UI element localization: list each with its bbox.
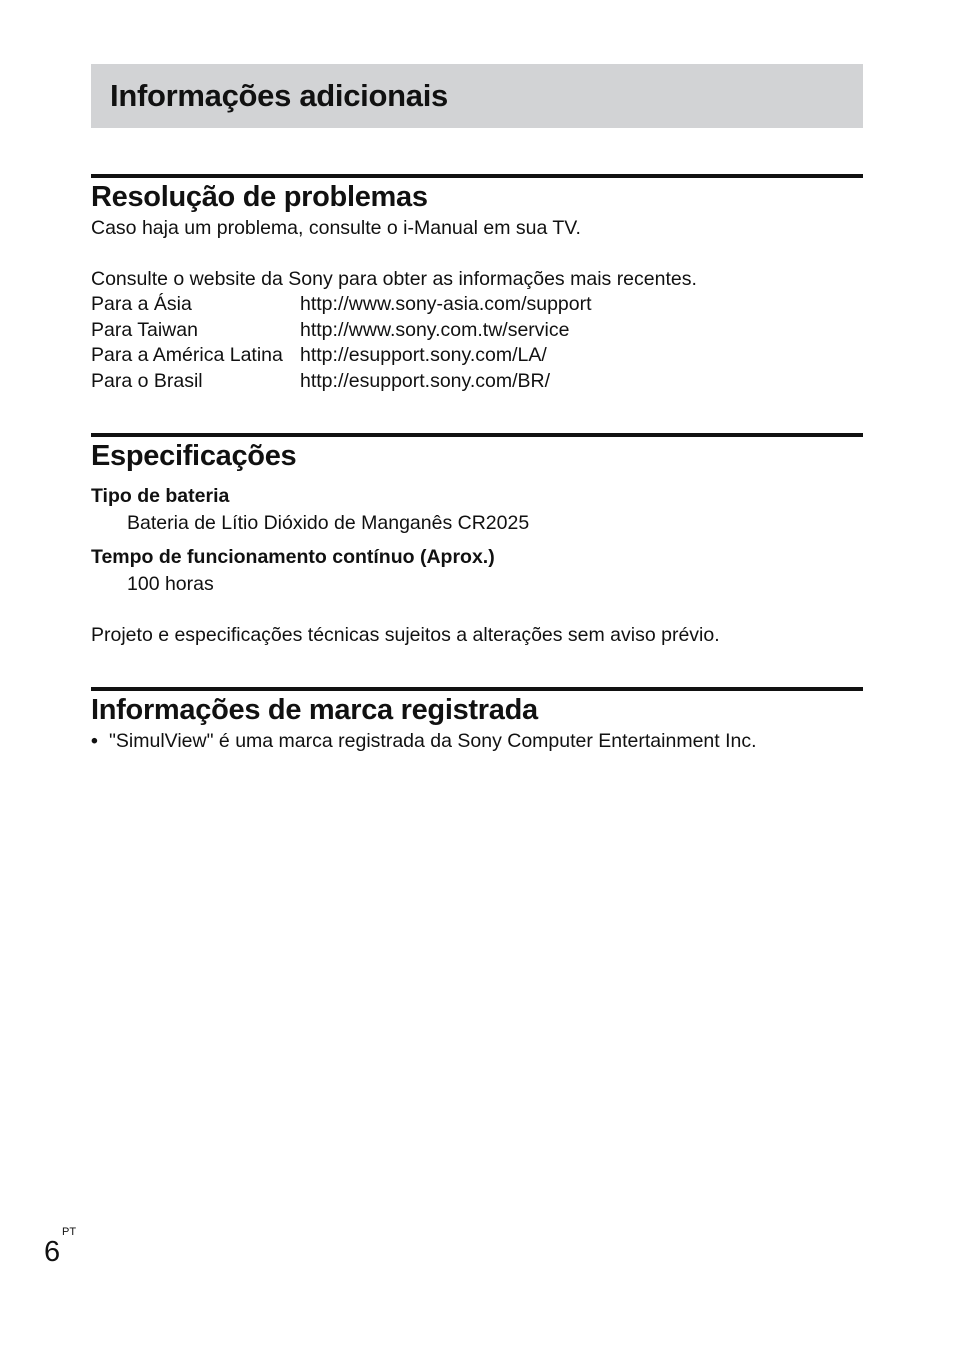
spec-value-battery-type: Bateria de Lítio Dióxido de Manganês CR2025: [127, 512, 530, 534]
table-row: [91, 292, 592, 318]
page-title-band: [91, 64, 863, 128]
table-row: [91, 369, 592, 395]
page-title: Informações adicionais: [110, 78, 448, 113]
specifications-section: [91, 433, 863, 649]
list-item: [91, 729, 863, 755]
spec-label-battery-type: Tipo de bateria: [91, 485, 230, 507]
trademark-text: "SimulView" é uma marca registrada da Sony Computer Entertainment Inc.: [109, 730, 757, 752]
contact-url: http://www.sony.com.tw/service: [300, 318, 570, 341]
troubleshooting-intro: Caso haja um problema, consulte o i-Manual em sua TV.: [91, 217, 581, 239]
specifications-heading: Especificações: [91, 440, 297, 472]
trademarks-heading: Informações de marca registrada: [91, 694, 538, 726]
website-intro: Consulte o website da Sony para obter as informações mais recentes.: [91, 267, 697, 290]
contact-region: Para o Brasil: [91, 369, 203, 392]
spec-label-operating-time: Tempo de funcionamento contínuo (Aprox.): [91, 546, 495, 568]
troubleshooting-heading: Resolução de problemas: [91, 181, 428, 213]
section-divider: [91, 433, 863, 437]
section-divider: [91, 174, 863, 178]
contact-region: Para a América Latina: [91, 344, 283, 366]
spec-value-operating-time: 100 horas: [127, 573, 214, 595]
contact-url: http://esupport.sony.com/LA/: [300, 344, 547, 366]
page-number: 6: [44, 1236, 61, 1268]
contact-region: Para a Ásia: [91, 293, 192, 315]
section-divider: [91, 687, 863, 691]
table-row: [91, 343, 592, 369]
contact-url: http://www.sony-asia.com/support: [300, 293, 592, 315]
contact-url: http://esupport.sony.com/BR/: [300, 369, 551, 392]
contact-region: Para Taiwan: [91, 318, 198, 341]
bullet-icon: •: [91, 730, 98, 752]
trademarks-section: [91, 687, 863, 755]
support-contacts-table: [91, 292, 592, 394]
troubleshooting-section: [91, 174, 863, 394]
table-row: [91, 318, 592, 344]
language-code: PT: [62, 1226, 77, 1238]
specifications-note: Projeto e especificações técnicas sujeitos a alterações sem aviso prévio.: [91, 624, 720, 646]
